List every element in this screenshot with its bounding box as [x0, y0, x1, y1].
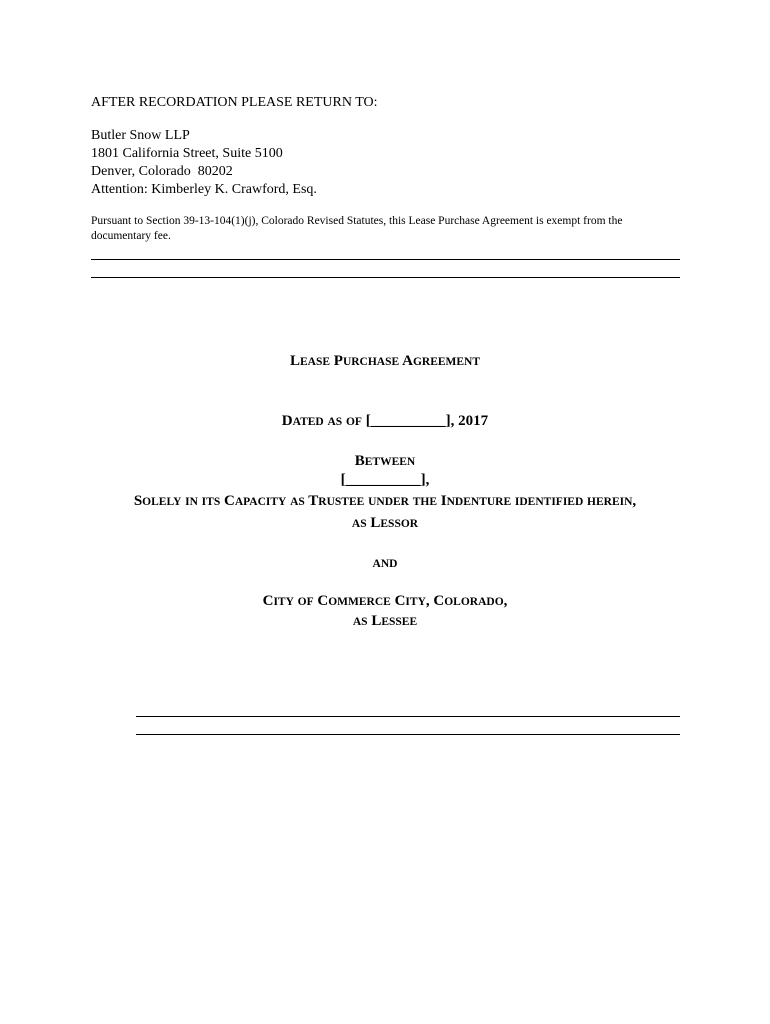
as-lessee-line: AS LESSEE — [352, 613, 418, 629]
dated-line: DATED AS OF [__________], 2017 — [281, 413, 489, 429]
bottom-divider-2 — [136, 734, 680, 735]
and-line: AND — [372, 558, 398, 570]
address-city-state-zip: Denver, Colorado 80202 — [91, 164, 233, 179]
address-street: 1801 California Street, Suite 5100 — [91, 146, 283, 161]
as-lessor-line: AS LESSOR — [351, 515, 419, 531]
top-divider-2 — [91, 277, 680, 278]
lessor-name: [__________], — [340, 472, 430, 488]
bottom-divider-1 — [136, 716, 680, 717]
document-title: LEASE PURCHASE AGREEMENT — [289, 353, 481, 369]
lessor-capacity: SOLELY IN ITS CAPACITY AS TRUSTEE UNDER THE INDENTURE IDENTIFIED HEREIN, — [133, 493, 637, 509]
address-firm: Butler Snow LLP — [91, 128, 190, 143]
lessee-name: CITY OF COMMERCE CITY, COLORADO, — [262, 593, 508, 609]
return-to-header: AFTER RECORDATION PLEASE RETURN TO: — [91, 95, 378, 110]
top-divider-1 — [91, 259, 680, 260]
return-address — [91, 127, 317, 199]
address-attention: Attention: Kimberley K. Crawford, Esq. — [91, 182, 317, 197]
statute-note: Pursuant to Section 39-13-104(1)(j), Colorado Revised Statutes, this Lease Purchase Agreement is exempt from the documentary fee. — [91, 215, 623, 242]
between-line: BETWEEN — [354, 453, 416, 469]
